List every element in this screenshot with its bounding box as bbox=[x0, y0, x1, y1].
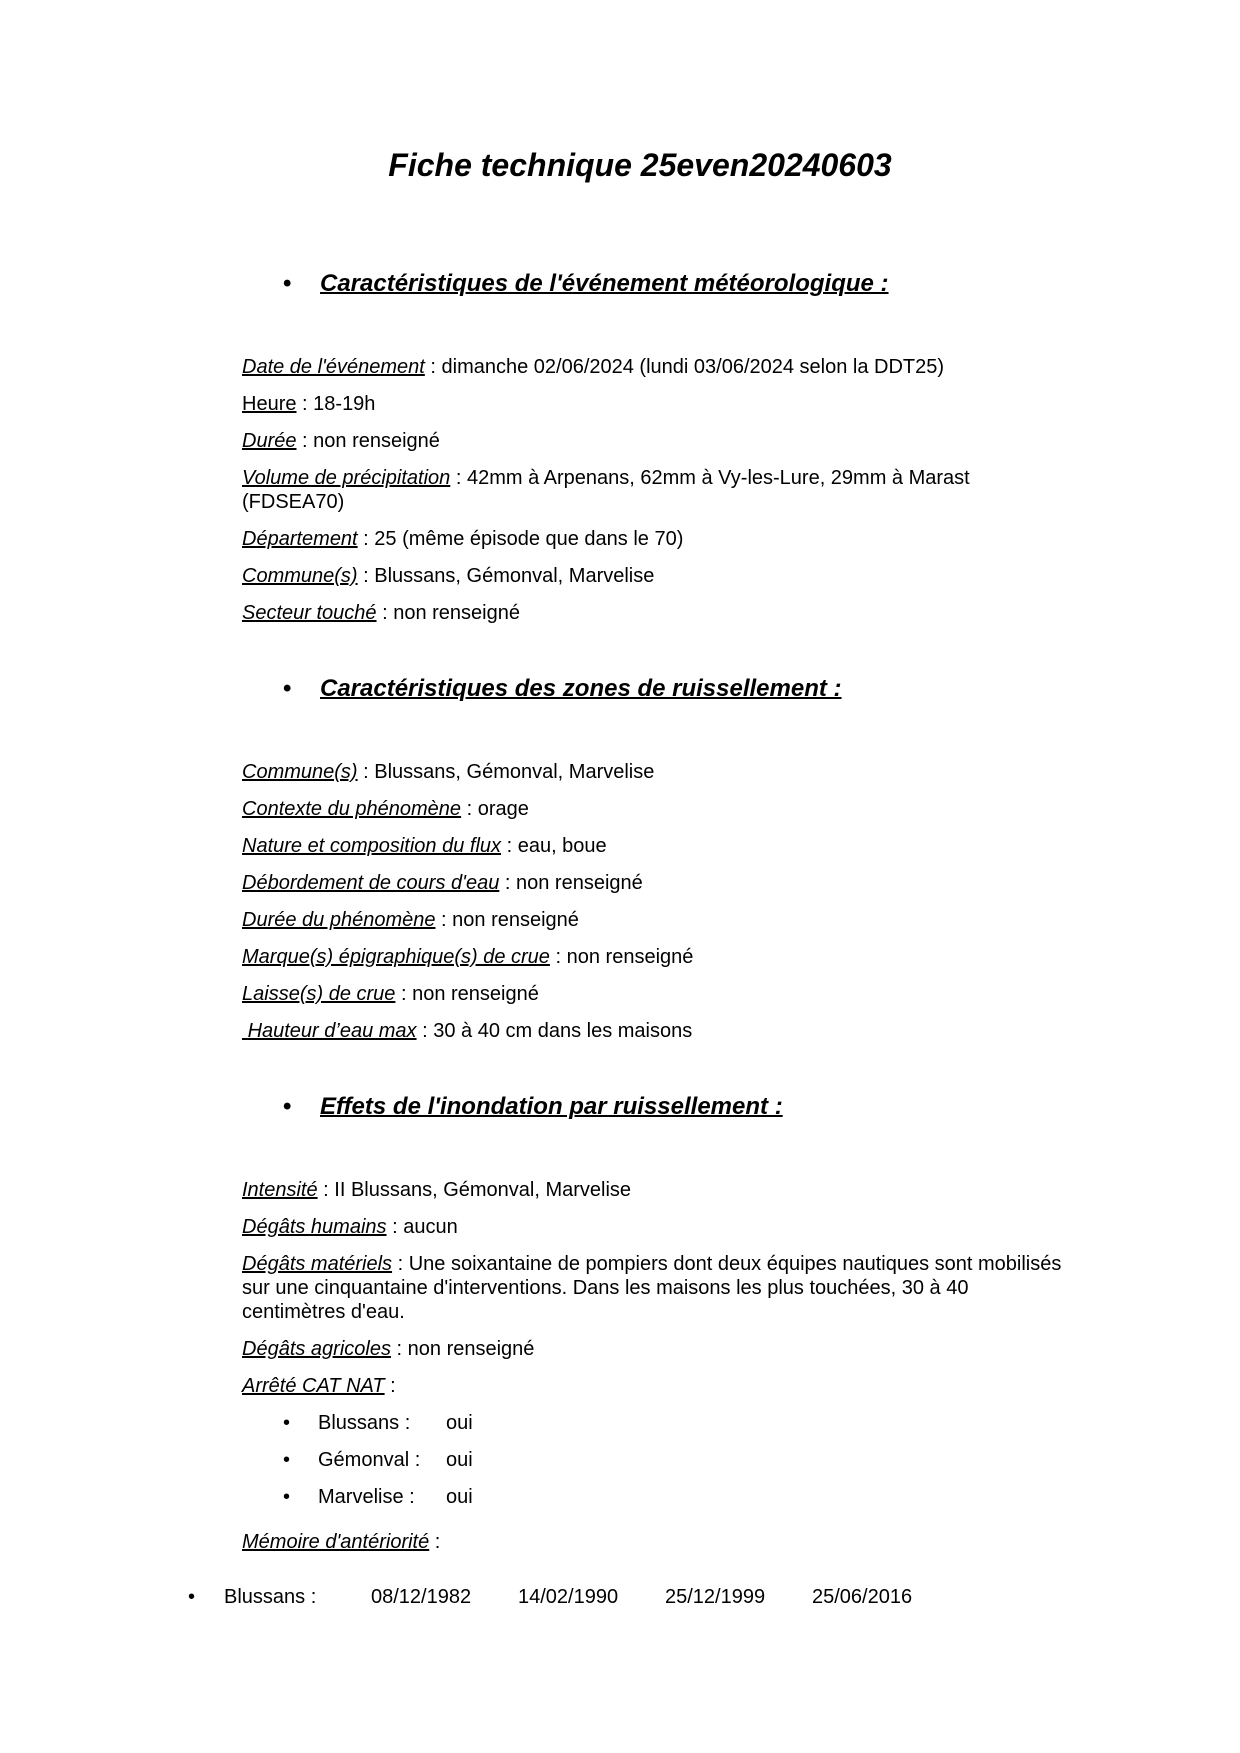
field-label: Laisse(s) de crue bbox=[242, 983, 396, 1005]
field-row-communes-meteo bbox=[242, 564, 1064, 588]
cat-nat-row-blussans bbox=[242, 1411, 1064, 1435]
field-value: 18-19h bbox=[313, 393, 376, 415]
field-row-secteur-touche bbox=[242, 601, 1064, 625]
field-value: non renseigné bbox=[407, 1338, 535, 1360]
field-value: 25 (même épisode que dans le 70) bbox=[374, 528, 684, 550]
field-label: Débordement de cours d'eau bbox=[242, 872, 500, 894]
field-value: non renseigné bbox=[566, 946, 694, 968]
field-value: non renseigné bbox=[412, 983, 539, 1005]
antecedent-commune: Blussans : bbox=[224, 1586, 317, 1608]
field-row-degats-materiels bbox=[242, 1252, 1064, 1324]
commune-name: Blussans : bbox=[318, 1412, 411, 1434]
section-heading-text: Caractéristiques des zones de ruissellement : bbox=[320, 675, 842, 702]
field-row-communes-zones bbox=[242, 760, 1064, 784]
bullet-icon bbox=[283, 673, 320, 705]
section-heading-evenement-meteorologique bbox=[242, 268, 1064, 300]
field-row-degats-agricoles bbox=[242, 1337, 1064, 1361]
field-label: Nature et composition du flux bbox=[242, 835, 502, 857]
cat-nat-row-marvelise bbox=[242, 1485, 1064, 1509]
field-row-laisses-de-crue bbox=[242, 982, 1064, 1006]
field-label: Date de l'événement bbox=[242, 356, 425, 378]
label-separator: : bbox=[386, 1216, 404, 1238]
field-value: non renseigné bbox=[313, 430, 440, 452]
field-value: 30 à 40 cm dans les maisons bbox=[433, 1020, 693, 1042]
bullet-icon bbox=[188, 1585, 224, 1609]
field-row-hauteur-eau-max bbox=[242, 1019, 1064, 1043]
label-separator: : bbox=[296, 430, 314, 452]
field-row-nature-flux bbox=[242, 834, 1064, 858]
field-label: Durée du phénomène bbox=[242, 909, 436, 931]
field-label: Dégâts agricoles bbox=[242, 1338, 391, 1360]
field-label: Dégâts humains bbox=[242, 1216, 387, 1238]
document-title: Fiche technique 25even20240603 bbox=[388, 147, 892, 183]
field-label: Commune(s) bbox=[242, 565, 358, 587]
antecedent-date: 14/02/1990 bbox=[518, 1586, 619, 1608]
label-separator: : bbox=[450, 467, 467, 489]
field-row-date-evenement bbox=[242, 355, 1064, 379]
field-label: Arrêté CAT NAT bbox=[242, 1375, 385, 1397]
field-row-marques-epigraphiques bbox=[242, 945, 1064, 969]
label-separator: : bbox=[390, 1338, 408, 1360]
field-label: Durée bbox=[242, 430, 297, 452]
field-row-memoire-anteriorite bbox=[242, 1530, 1064, 1554]
field-value: eau, boue bbox=[517, 835, 607, 857]
field-label: Mémoire d'antériorité bbox=[242, 1531, 430, 1553]
label-separator: : bbox=[357, 528, 375, 550]
commune-name: Marvelise : bbox=[318, 1486, 415, 1508]
field-row-duree bbox=[242, 429, 1064, 453]
field-row-departement bbox=[242, 527, 1064, 551]
cat-nat-status: oui bbox=[446, 1486, 473, 1508]
field-row-volume-precipitation bbox=[242, 466, 1064, 514]
label-separator: : bbox=[461, 798, 478, 820]
field-row-debordement-cours-eau bbox=[242, 871, 1064, 895]
label-separator: : bbox=[296, 393, 314, 415]
field-label: Hauteur d’eau max bbox=[242, 1020, 417, 1042]
field-row-heure bbox=[242, 392, 1064, 416]
bullet-icon bbox=[283, 268, 320, 300]
section-heading-zones-ruissellement bbox=[242, 673, 1064, 705]
field-value: dimanche 02/06/2024 (lundi 03/06/2024 selon la DDT25) bbox=[441, 356, 945, 378]
field-value: Une soixantaine de pompiers dont deux équipes nautiques sont mobilisés sur une cinquantaine d'interventions. Dans les maisons les plus touchées, 30 à 40 centimètres d'eau. bbox=[242, 1253, 1062, 1323]
field-label: Contexte du phénomène bbox=[242, 798, 462, 820]
bullet-icon bbox=[283, 1448, 318, 1472]
field-row-degats-humains bbox=[242, 1215, 1064, 1239]
commune-name: Gémonval : bbox=[318, 1449, 421, 1471]
label-separator: : bbox=[357, 565, 375, 587]
bullet-icon bbox=[283, 1411, 318, 1435]
field-row-contexte-phenomene bbox=[242, 797, 1064, 821]
label-separator: : bbox=[429, 1531, 446, 1553]
field-value: Blussans, Gémonval, Marvelise bbox=[374, 565, 655, 587]
field-label: Volume de précipitation bbox=[242, 467, 451, 489]
label-separator: : bbox=[501, 835, 518, 857]
label-separator: : bbox=[317, 1179, 335, 1201]
field-label: Intensité bbox=[242, 1179, 318, 1201]
label-separator: : bbox=[392, 1253, 409, 1275]
cat-nat-status: oui bbox=[446, 1449, 473, 1471]
label-separator: : bbox=[549, 946, 567, 968]
label-separator: : bbox=[416, 1020, 434, 1042]
field-row-arrete-cat-nat bbox=[242, 1374, 1064, 1398]
field-label: Département bbox=[242, 528, 358, 550]
field-label: Marque(s) épigraphique(s) de crue bbox=[242, 946, 550, 968]
field-row-intensite bbox=[242, 1178, 1064, 1202]
field-label: Heure bbox=[242, 393, 297, 415]
section-heading-text: Effets de l'inondation par ruissellement : bbox=[320, 1093, 783, 1120]
field-row-duree-phenomene bbox=[242, 908, 1064, 932]
label-separator: : bbox=[435, 909, 453, 931]
field-label: Dégâts matériels bbox=[242, 1253, 393, 1275]
label-separator: : bbox=[376, 602, 394, 624]
section-heading-text: Caractéristiques de l'événement météorologique : bbox=[320, 270, 889, 297]
label-separator: : bbox=[424, 356, 442, 378]
antecedent-date: 08/12/1982 bbox=[371, 1586, 472, 1608]
field-value: non renseigné bbox=[393, 602, 520, 624]
cat-nat-status: oui bbox=[446, 1412, 473, 1434]
cat-nat-list bbox=[242, 1411, 1064, 1509]
cat-nat-row-gemonval bbox=[242, 1448, 1064, 1472]
field-value: non renseigné bbox=[452, 909, 579, 931]
field-value: Blussans, Gémonval, Marvelise bbox=[374, 761, 655, 783]
antecedent-date: 25/06/2016 bbox=[812, 1586, 913, 1608]
bullet-icon bbox=[283, 1091, 320, 1123]
field-value: II Blussans, Gémonval, Marvelise bbox=[334, 1179, 632, 1201]
field-label: Secteur touché bbox=[242, 602, 377, 624]
field-label: Commune(s) bbox=[242, 761, 358, 783]
field-value: 42mm à Arpenans, 62mm à Vy-les-Lure, 29mm à Marast (FDSEA70) bbox=[242, 467, 970, 513]
label-separator: : bbox=[357, 761, 375, 783]
field-value: non renseigné bbox=[516, 872, 643, 894]
field-value: orage bbox=[477, 798, 529, 820]
bullet-icon bbox=[283, 1485, 318, 1509]
section-heading-effets-inondation bbox=[242, 1091, 1064, 1123]
label-separator: : bbox=[384, 1375, 402, 1397]
label-separator: : bbox=[499, 872, 516, 894]
label-separator: : bbox=[395, 983, 413, 1005]
document-content bbox=[224, 0, 1064, 1609]
antecedents-row bbox=[188, 1585, 1064, 1609]
antecedent-date: 25/12/1999 bbox=[665, 1586, 766, 1608]
field-value: aucun bbox=[403, 1216, 458, 1238]
